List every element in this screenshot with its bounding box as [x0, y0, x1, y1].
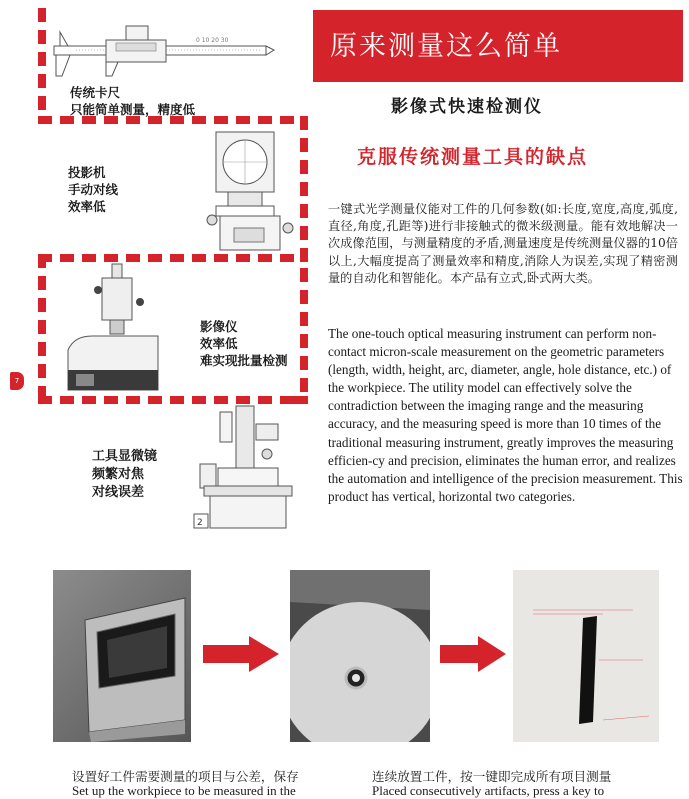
projector-illustration [196, 128, 306, 256]
arrow-right-icon [440, 636, 506, 672]
caliper-illustration [46, 12, 276, 80]
tool-label-caliper [70, 84, 195, 118]
tool-name: 投影机 [68, 165, 106, 180]
description-chinese: 一键式光学测量仪能对工件的几何参数(如:长度,宽度,高度,弧度,直径,角度,孔距等)进行非接触式的微米级测量。能有效地解决一次成像范围，与测量精度的矛盾,测量速度是传统测量仪器的10倍以上,大幅度提高了测量效率和精度,消除人为误差,实现了精密测量的自动化和智能化。本产品有立式,卧式两大类。 [328, 202, 678, 285]
caption-right-cn: 连续放置工件，按一键即完成所有项目测量 [372, 769, 612, 784]
page-number-tab: 7 [10, 372, 24, 390]
tool-microscope-illustration [190, 404, 294, 532]
image-instrument-illustration [62, 262, 166, 394]
tool-label-image-instrument [200, 318, 288, 369]
svg-text:2: 2 [197, 518, 203, 528]
photo-measure-button [290, 570, 430, 742]
caption-left-en: Set up the workpiece to be measured in the [72, 783, 296, 798]
tool-label-microscope [92, 448, 157, 502]
caption-left-cn: 设置好工件需要测量的项目与公差，保存 [72, 769, 299, 784]
tool-note: 只能简单测量，精度低 [70, 102, 196, 117]
caption-right-en: Placed consecutively artifacts, press a key to [372, 783, 605, 798]
tool-note: 对线误差 [92, 485, 145, 500]
tool-note: 频繁对焦 [92, 467, 145, 482]
tool-label-projector [68, 164, 118, 215]
banner-title: 原来测量这么简单 [330, 31, 562, 62]
arrow-right-icon [203, 636, 279, 672]
tool-note: 效率低 [200, 336, 238, 351]
tool-note: 难实现批量检测 [200, 353, 288, 368]
tool-name: 工具显微镜 [92, 449, 158, 464]
photo-measurement-screen [513, 570, 659, 742]
svg-text:0 10 20 30: 0 10 20 30 [196, 37, 229, 44]
section-heading: 克服传统测量工具的缺点 [357, 146, 589, 168]
tool-name: 传统卡尺 [70, 85, 121, 100]
description-english: The one-touch optical measuring instrument can perform non-contact micron-scale measurement on the geometric parameters (length, width, height, arc, diameter, angle, hole distance, etc.) of the workpiece. The utility model can effectively solve the contradiction between the imaging range and the measuring accuracy, and the measuring speed is more than 10 times of the traditional measuring instrument, greatly improves the measuring efficien-cy and precision, eliminates the human error, and realizes the automation and intelligence of the precision measurement. This product has vertical, horizontal two categories. [328, 326, 683, 504]
photo-workpiece-setup [53, 570, 191, 742]
tool-note: 手动对线 [68, 182, 119, 197]
tool-name: 影像仪 [200, 319, 238, 334]
tool-note: 效率低 [68, 199, 106, 214]
product-subtitle: 影像式快速检测仪 [391, 97, 543, 117]
